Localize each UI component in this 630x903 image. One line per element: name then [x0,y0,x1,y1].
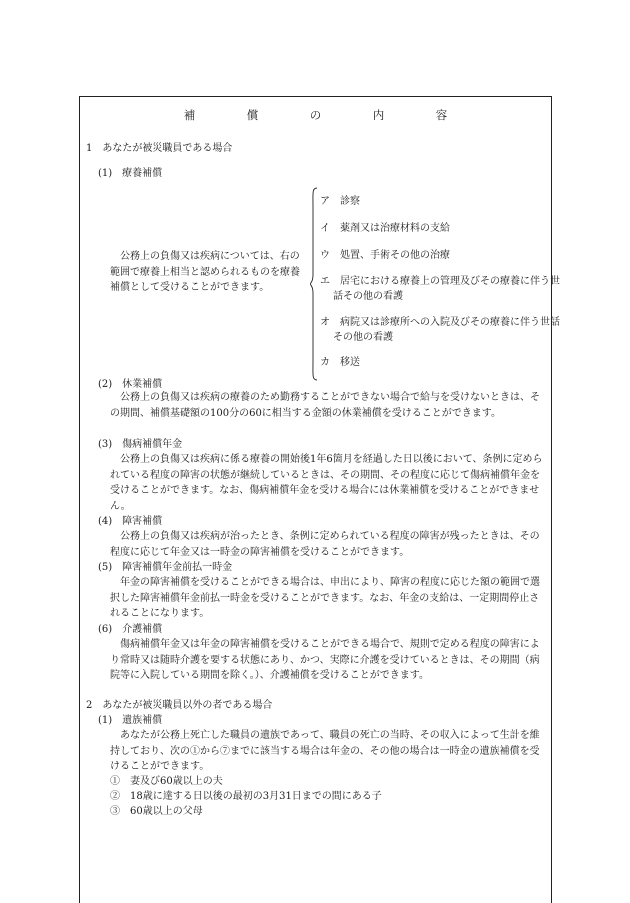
paragraph-disability-lump-sum: 年金の障害補償を受けることができる場合は、申出により、障害の程度に応じた額の範囲で選択した障害補償年金前払一時金を受けることができます。なお、年金の支給は、一定期間停止されることになります。 [110,577,540,619]
section-2-heading: 2 あなたが被災職員以外の者である場合 [86,700,273,711]
heading-medical: (1) 療養補償 [98,168,163,179]
list-item: エ 居宅における療養上の管理及びその療養に伴う世話その他の看護 [320,276,560,302]
list-item: カ 移送 [320,357,360,368]
list-item: ウ 処置、手術その他の治療 [320,250,450,261]
heading-injury-pension: (3) 傷病補償年金 [98,439,183,450]
document-frame [79,96,560,903]
medical-description: 公務上の負傷又は疾病については、右の範囲で療養上相当と認められるものを療養補償として受けることができます。 [110,251,300,293]
list-item: イ 薬剤又は治療材料の支給 [320,223,450,234]
heading-nursing: (6) 介護補償 [98,624,163,635]
list-item: ① 妻及び60歳以上の夫 [110,776,223,787]
list-item: ③ 60歳以上の父母 [110,806,203,817]
paragraph-nursing: 傷病補償年金又は年金の障害補償を受けることができる場合で、規則で定める程度の障害により常時又は随時介護を要する状態にあり、かつ、実際に介護を受けているときは、その期間（病院等に入院している期間を除く。）、介護補償を受けることができます。 [110,639,540,681]
list-item: ② 18歳に達する日以後の最初の3月31日までの間にある子 [110,791,382,802]
paragraph-injury-pension: 公務上の負傷又は疾病に係る療養の開始後1年6箇月を経過した日以後において、条例に定められている程度の障害の状態が継続しているときは、その期間、その程度に応じて傷病補償年金を受けることができます。なお、傷病補償年金を受ける場合には休業補償を受けることができません。 [110,454,543,512]
heading-leave: (2) 休業補償 [98,379,163,390]
heading-disability-lump-sum: (5) 障害補償年金前払一時金 [98,562,233,573]
list-item: オ 病院又は診療所への入院及びその療養に伴う世話その他の看護 [320,317,560,343]
section-1-heading: 1 あなたが被災職員である場合 [86,143,233,154]
brace-icon [310,187,318,381]
list-item: ア 診察 [320,196,360,207]
paragraph-leave: 公務上の負傷又は疾病の療養のため勤務することができない場合で給与を受けないときは、その期間、補償基礎額の100分の60に相当する金額の休業補償を受けることができます。 [110,392,540,419]
heading-survivors: (1) 遺族補償 [98,715,163,726]
paragraph-disability: 公務上の負傷又は疾病が治ったとき、条例に定められている程度の障害が残ったときは、その程度に応じて年金又は一時金の障害補償を受けることができます。 [110,531,540,558]
page-title: 補 償 の 内 容 [183,108,468,122]
heading-disability: (4) 障害補償 [98,516,163,527]
paragraph-survivors: あなたが公務上死亡した職員の遺族であって、職員の死亡の当時、その収入によって生計を維持しており、次の①から⑦までに該当する場合は年金の、その他の場合は一時金の遺族補償を受けることができます。 [110,730,540,772]
